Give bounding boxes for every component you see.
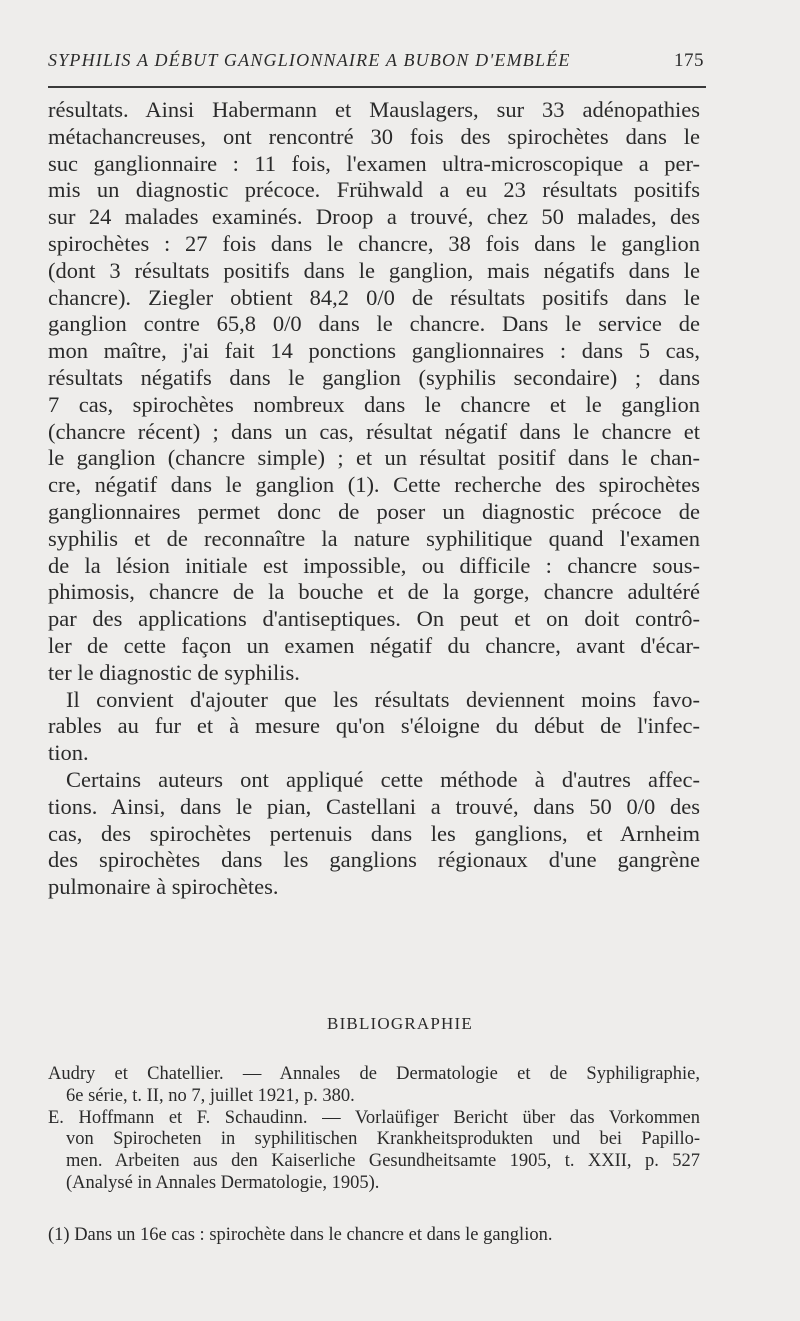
body-line: résultats négatifs dans le ganglion (syphilis secondaire) ; dans (48, 364, 700, 390)
body-line: le ganglion (chancre simple) ; et un résultat positif dans le chan- (48, 445, 700, 471)
body-line: ler de cette façon un examen négatif du chancre, avant d'écar- (48, 632, 700, 658)
bibliography-line: Audry et Chatellier. — Annales de Dermatologie et de Syphiligraphie, (48, 1064, 700, 1084)
body-line: cre, négatif dans le ganglion (1). Cette recherche des spirochètes (48, 472, 700, 498)
body-line: tions. Ainsi, dans le pian, Castellani a trouvé, dans 50 0/0 des (48, 793, 700, 819)
body-text (48, 97, 700, 901)
bibliography-line: men. Arbeiten aus den Kaiserliche Gesundheitsamte 1905, t. XXII, p. 527 (66, 1151, 700, 1172)
body-line: (dont 3 résultats positifs dans le ganglion, mais négatifs dans le (48, 257, 700, 283)
bibliography-title: BIBLIOGRAPHIE (327, 1014, 473, 1033)
body-line: ter le diagnostic de syphilis. (48, 659, 300, 685)
body-line: résultats. Ainsi Habermann et Mauslagers, sur 33 adénopathies (48, 97, 700, 122)
body-line: pulmonaire à spirochètes. (48, 874, 279, 900)
body-line: mon maître, j'ai fait 14 ponctions ganglionnaires : dans 5 cas, (48, 338, 700, 364)
page-number: 175 (674, 50, 704, 71)
bibliography-line: von Spirocheten in syphilitischen Krankheitsprodukten und bei Papillo- (66, 1129, 700, 1150)
body-line: métachancreuses, ont rencontré 30 fois des spirochètes dans le (48, 123, 700, 149)
body-line: Certains auteurs ont appliqué cette méthode à d'autres affec- (66, 766, 700, 792)
body-line: par des applications d'antiseptiques. On peut et on doit contrô- (48, 606, 700, 632)
body-line: suc ganglionnaire : 11 fois, l'examen ultra-microscopique a per- (48, 150, 700, 176)
body-line: ganglion contre 65,8 0/0 dans le chancre. Dans le service de (48, 311, 700, 337)
body-line: des spirochètes dans les ganglions régionaux d'une gangrène (48, 847, 700, 873)
body-line: 7 cas, spirochètes nombreux dans le chancre et le ganglion (48, 391, 700, 417)
body-line: rables au fur et à mesure qu'on s'éloigne du début de l'infec- (48, 713, 700, 739)
body-line: syphilis et de reconnaître la nature syphilitique quand l'examen (48, 525, 700, 551)
body-line: phimosis, chancre de la bouche et de la gorge, chancre adultéré (48, 579, 700, 605)
body-line: ganglionnaires permet donc de poser un diagnostic précoce de (48, 498, 700, 524)
body-line: chancre). Ziegler obtient 84,2 0/0 de résultats positifs dans le (48, 284, 700, 310)
bibliography-line: 6e série, t. II, no 7, juillet 1921, p. 380. (66, 1085, 355, 1106)
body-line: mis un diagnostic précoce. Frühwald a eu 23 résultats positifs (48, 177, 700, 203)
body-line: (chancre récent) ; dans un cas, résultat négatif dans le chancre et (48, 418, 700, 444)
footnote-text: (1) Dans un 16e cas : spirochète dans le chancre et dans le ganglion. (48, 1225, 553, 1245)
bibliography-list (48, 1064, 700, 1195)
bibliography-line: E. Hoffmann et F. Schaudinn. — Vorlaüfiger Bericht über das Vorkommen (48, 1107, 700, 1128)
bibliography-line: (Analysé in Annales Dermatologie, 1905). (66, 1172, 380, 1193)
running-head-title: SYPHILIS A DÉBUT GANGLIONNAIRE A BUBON D'EMBLÉE (48, 50, 571, 70)
footnote (48, 1224, 700, 1246)
body-line: Il convient d'ajouter que les résultats deviennent moins favo- (66, 686, 700, 712)
body-line: spirochètes : 27 fois dans le chancre, 38 fois dans le ganglion (48, 230, 700, 256)
body-line: de la lésion initiale est impossible, ou difficile : chancre sous- (48, 552, 700, 578)
body-line: tion. (48, 740, 89, 766)
body-line: sur 24 malades examinés. Droop a trouvé, chez 50 malades, des (48, 204, 700, 230)
body-line: cas, des spirochètes pertenuis dans les ganglions, et Arnheim (48, 820, 700, 846)
running-head (48, 50, 704, 72)
header-rule (48, 86, 706, 88)
